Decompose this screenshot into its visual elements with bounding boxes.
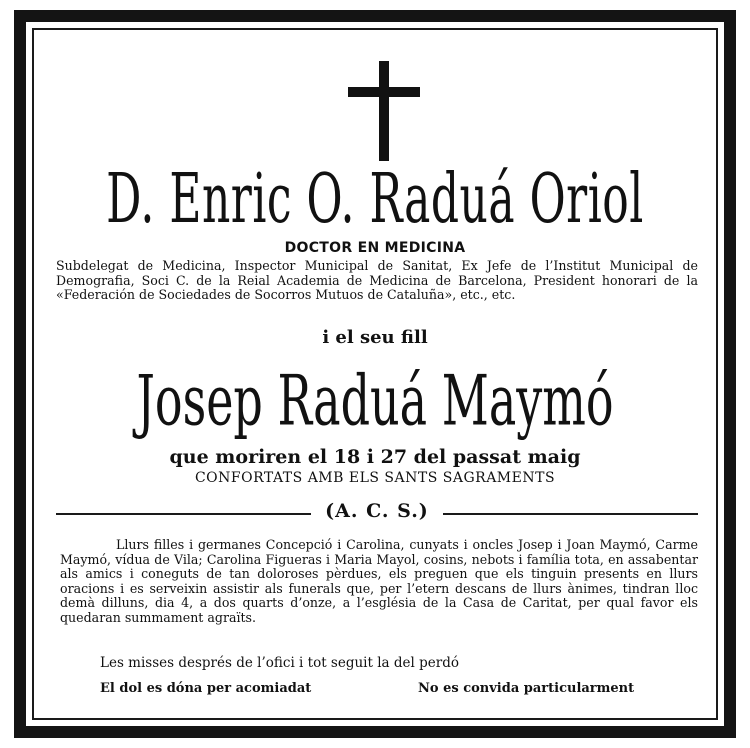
connector-text: i el seu fill	[322, 327, 428, 348]
deceased-1-profession: DOCTOR EN MEDICINA	[284, 240, 466, 256]
family-announcement: Llurs filles i germanes Concepció i Carolina, cunyats i oncles Josep i Joan Maymó, Carme Maymó, vídua de Vila; Carolina Figueras i Maria Mayol, cosins, nebots i família tota, en assabentar als amics i coneguts de tan doloroses pèrdues, els preguen que els tinguin presents en llurs oracions i es serveixin assistir als funerals que, per l’etern descans de llurs ànimes, tindran lloc demà dilluns, dia 4, a dos quarts d’onze, a l’església de la Casa de Caritat, per qual favor els quedaran summament agraïts.	[60, 537, 698, 625]
mourning-note: El dol es dóna per acomiadat	[100, 681, 312, 696]
acs-text: (A. C. S.)	[325, 500, 429, 522]
cross-icon	[348, 61, 420, 161]
deceased-1-titles: Subdelegat de Medicina, Inspector Municipal de Sanitat, Ex Jefe de l’Institut Municipal de Demografia, Soci C. de la Reial Academia de Medicina de Barcelona, President honorari de la «Federación de Sociedades de Socorros Mutuos de Cataluña», etc., etc.	[56, 258, 698, 303]
sacraments-line: CONFORTATS AMB ELS SANTS SAGRAMENTS	[194, 470, 556, 486]
invitation-note: No es convida particularment	[418, 681, 635, 696]
divider-rule-right	[443, 513, 698, 515]
acs-divider	[56, 500, 698, 528]
deceased-2-name: Josep Raduá Maymó	[136, 360, 614, 441]
masses-note: Les misses després de l’ofici i tot seguit la del perdó	[100, 655, 459, 671]
death-dates: que moriren el 18 i 27 del passat maig	[169, 446, 581, 468]
divider-rule-left	[56, 513, 311, 515]
deceased-1-name: D. Enric O. Raduá Oriol	[106, 160, 644, 240]
